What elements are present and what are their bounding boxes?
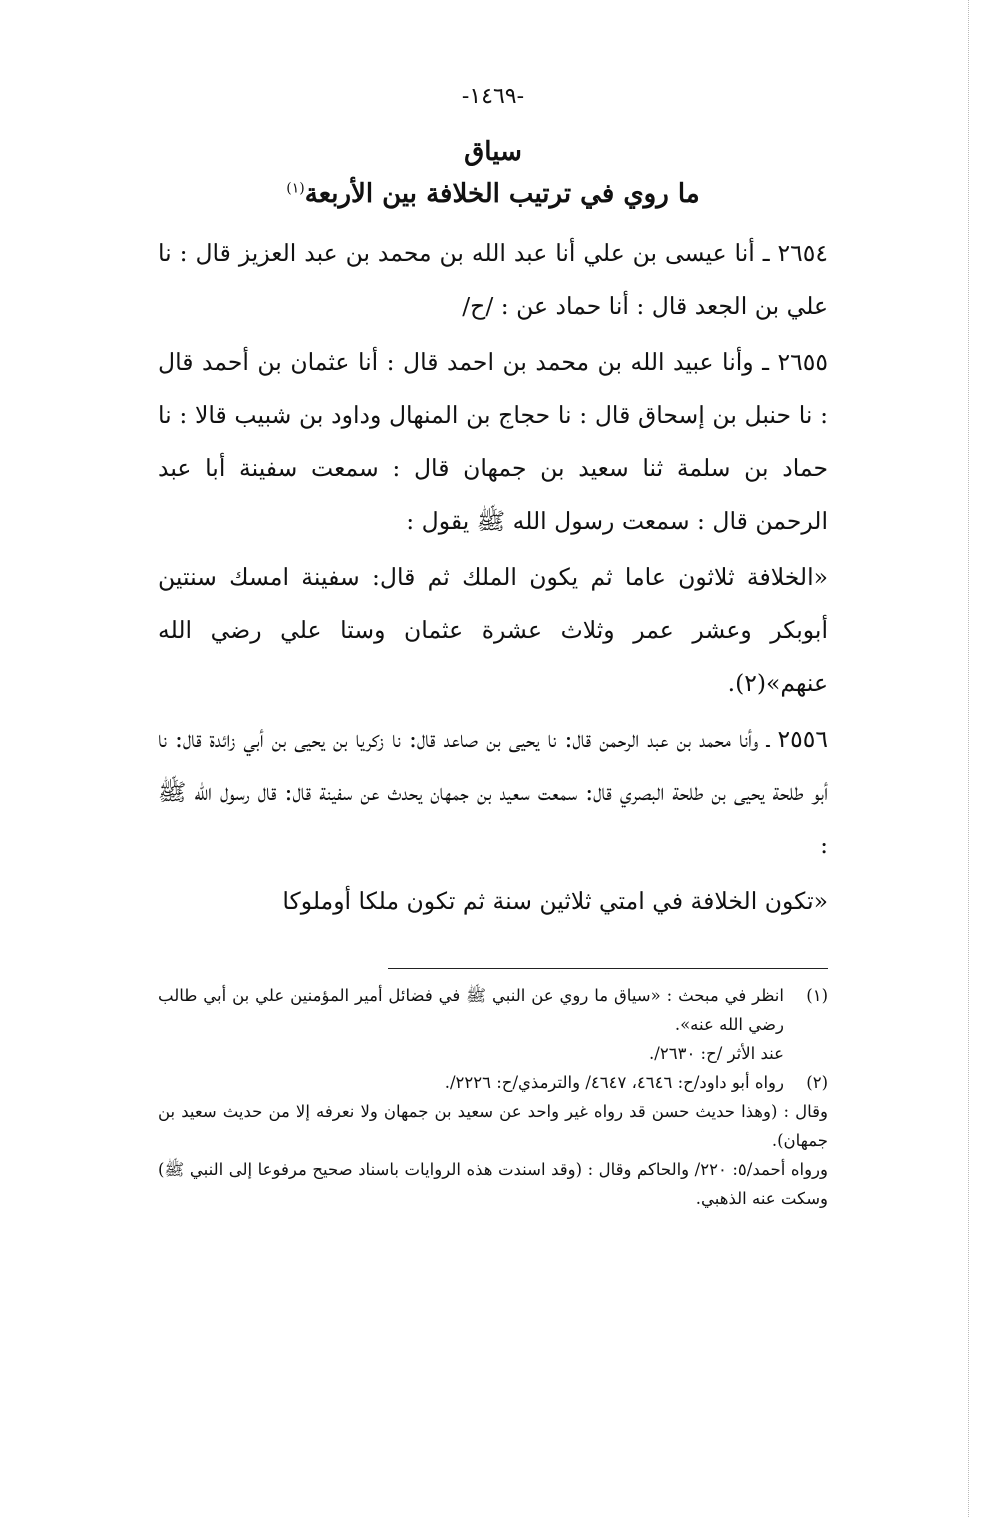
- subheading-text: ما روي في ترتيب الخلافة بين الأربعة: [304, 179, 700, 209]
- footnote-body: [158, 981, 784, 1068]
- paragraph-hadith-1: «الخلافة ثلاثون عاما ثم يكون الملك ثم قال: سفينة امسك سنتين أبوبكر وعشر عمر وثلاث عشرة عثمان وستا علي رضي الله عنهم»(٢).: [158, 563, 828, 697]
- footnote-1: [158, 981, 828, 1068]
- footnote-body: [158, 1068, 784, 1097]
- paragraph-2556: ٢٥٥٦ ـ وأنا محمد بن عبد الرحمن قال: نا يحيى بن صاعد قال: نا زكريا بن يحيى بن أبي زائدة قال: نا أبو طلحة يحيى بن طلحة البصري قال: سمعت سعيد بن جمهان يحدث عن سفينة قال: قال رسول الله ﷺ :: [158, 725, 828, 859]
- paragraph-2655: ٢٦٥٥ ـ وأنا عبيد الله بن محمد بن احمد قال : أنا عثمان بن أحمد قال : نا حنبل بن إسحاق قال : نا حجاج بن المنهال وداود بن شبيب قالا : نا حماد بن سلمة ثنا سعيد بن جمهان قال : سمعت سفينة أبا عبد الرحمن قال : سمعت رسول الله ﷺ يقول :: [158, 348, 828, 535]
- paragraph-hadith-2: «تكون الخلافة في امتي ثلاثين سنة ثم تكون ملكا أوملوكا: [282, 887, 828, 915]
- footnote-divider: [388, 968, 828, 969]
- paragraph-2654: ٢٦٥٤ ـ أنا عيسى بن علي أنا عبد الله بن محمد بن عبد العزيز قال : نا علي بن الجعد قال : أنا حماد عن : /ح/: [158, 239, 828, 320]
- footnotes: [158, 981, 828, 1213]
- document-page: [158, 84, 828, 1213]
- footnote-2: [158, 1068, 828, 1097]
- body-text: [158, 227, 828, 928]
- footnote-2-continued: [158, 1097, 828, 1213]
- footnote-line: ورواه أحمد/٥: ٢٢٠/ والحاكم وقال : (وقد اسندت هذه الروايات باسناد صحيح مرفوعا إلى النبي ﷺ) وسكت عنه الذهبي.: [158, 1160, 828, 1208]
- footnote-number: (٢): [806, 1073, 828, 1092]
- footnote-number: (١): [806, 986, 828, 1005]
- section-subheading: [158, 179, 828, 209]
- footnote-line: وقال : (وهذا حديث حسن قد رواه غير واحد عن سعيد بن جمهان ولا نعرفه إلا من حديث سعيد بن جمهان).: [158, 1102, 828, 1150]
- page-edge-line: [968, 0, 969, 1517]
- section-heading: سياق: [464, 137, 522, 167]
- footnote-line: عند الأثر /ح: ٢٦٣٠/.: [649, 1044, 784, 1063]
- footnote-ref-1: (١): [286, 180, 305, 197]
- footnote-line: رواه أبو داود/ح: ٤٦٤٦، ٤٦٤٧/ والترمذي/ح: ٢٢٢٦/.: [444, 1073, 784, 1092]
- footnote-line: انظر في مبحث : «سياق ما روي عن النبي ﷺ في فضائل أمير المؤمنين علي بن أبي طالب رضي الله عنه».: [158, 986, 784, 1034]
- page-number: -١٤٦٩-: [461, 84, 525, 109]
